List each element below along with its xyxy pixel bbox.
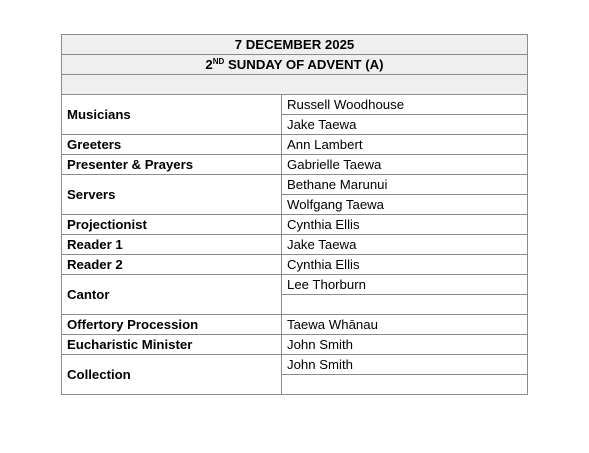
- role-label: Cantor: [62, 275, 282, 315]
- assigned-person: Bethane Marunui: [282, 175, 528, 195]
- roster-row: [62, 155, 528, 175]
- roster-row: [62, 135, 528, 155]
- date-row: [62, 35, 528, 55]
- roster-row: [62, 215, 528, 235]
- role-label: Presenter & Prayers: [62, 155, 282, 175]
- assigned-person: Taewa Whānau: [282, 315, 528, 335]
- role-label: Musicians: [62, 95, 282, 135]
- assigned-person: Gabrielle Taewa: [282, 155, 528, 175]
- occasion-row: [62, 55, 528, 75]
- role-label: Collection: [62, 355, 282, 395]
- occasion-suffix: ND: [212, 57, 225, 66]
- roster-row: [62, 235, 528, 255]
- assigned-person: Lee Thorburn: [282, 275, 528, 295]
- roster-body: [62, 95, 528, 395]
- assigned-person: Cynthia Ellis: [282, 255, 528, 275]
- roster-row: [62, 315, 528, 335]
- assigned-person: Jake Taewa: [282, 235, 528, 255]
- assigned-person: John Smith: [282, 335, 528, 355]
- assigned-person: Wolfgang Taewa: [282, 195, 528, 215]
- roster-row: [62, 355, 528, 375]
- assigned-person: John Smith: [282, 355, 528, 375]
- assigned-person: Jake Taewa: [282, 115, 528, 135]
- roster-row: [62, 255, 528, 275]
- roster-row: [62, 175, 528, 195]
- assigned-person: Russell Woodhouse: [282, 95, 528, 115]
- occasion-ordinal: 2: [205, 57, 213, 72]
- role-label: Reader 2: [62, 255, 282, 275]
- blank-header-cell: [62, 75, 528, 95]
- role-label: Greeters: [62, 135, 282, 155]
- assigned-person: [282, 375, 528, 395]
- assigned-person: Cynthia Ellis: [282, 215, 528, 235]
- roster-table: [61, 34, 528, 395]
- occasion-text: SUNDAY OF ADVENT (A): [224, 57, 384, 72]
- date-heading: 7 DECEMBER 2025: [62, 35, 528, 55]
- role-label: Reader 1: [62, 235, 282, 255]
- assigned-person: [282, 295, 528, 315]
- blank-header-row: [62, 75, 528, 95]
- roster-row: [62, 335, 528, 355]
- roster-row: [62, 275, 528, 295]
- role-label: Offertory Procession: [62, 315, 282, 335]
- role-label: Eucharistic Minister: [62, 335, 282, 355]
- roster-row: [62, 95, 528, 115]
- role-label: Servers: [62, 175, 282, 215]
- assigned-person: Ann Lambert: [282, 135, 528, 155]
- occasion-heading: [62, 55, 528, 75]
- role-label: Projectionist: [62, 215, 282, 235]
